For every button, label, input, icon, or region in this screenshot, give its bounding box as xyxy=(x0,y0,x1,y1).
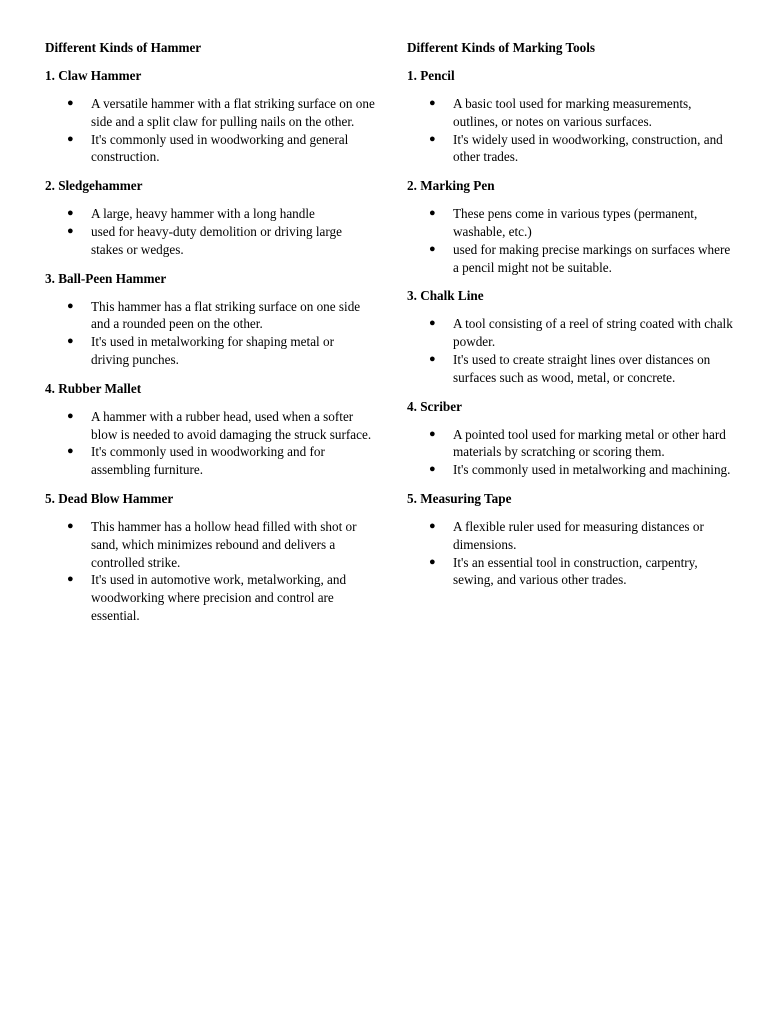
list-item-text: A hammer with a rubber head, used when a softer blow is needed to avoid damaging the struck surface. xyxy=(91,408,372,442)
list-item-text: This hammer has a hollow head filled with shot or sand, which minimizes rebound and delivers a controlled strike. xyxy=(91,518,357,570)
bullet-list xyxy=(407,95,737,166)
bullet-list xyxy=(45,408,375,479)
bullet-icon: ● xyxy=(67,132,74,145)
list-item xyxy=(407,241,737,277)
list-item-text: used for making precise markings on surfaces where a pencil might not be suitable. xyxy=(453,241,731,275)
column-title: Different Kinds of Hammer xyxy=(45,40,202,55)
bullet-icon: ● xyxy=(67,299,74,312)
list-item xyxy=(407,426,737,462)
list-item-text: This hammer has a flat striking surface on one side and a rounded peen on the other. xyxy=(91,298,361,332)
list-item xyxy=(45,571,375,624)
list-item xyxy=(45,298,375,334)
section-heading: 3. Chalk Line xyxy=(407,288,484,304)
list-item-text: These pens come in various types (permanent, washable, etc.) xyxy=(453,206,698,239)
bullet-list xyxy=(45,95,375,166)
list-item xyxy=(407,131,737,167)
bullet-icon: ● xyxy=(429,97,436,109)
bullet-icon: ● xyxy=(429,132,436,145)
bullet-icon: ● xyxy=(429,463,436,476)
section-heading: 1. Pencil xyxy=(407,68,455,83)
list-item-text: It's used in metalworking for shaping metal or driving punches. xyxy=(91,334,334,367)
list-item xyxy=(407,461,737,479)
list-item-text: A flexible ruler used for measuring distances or dimensions. xyxy=(453,518,704,552)
list-item-text: A basic tool used for marking measurements, outlines, or notes on various surfaces. xyxy=(453,96,692,129)
bullet-list xyxy=(407,518,737,589)
list-item-text: It's an essential tool in construction, carpentry, sewing, and various other trades. xyxy=(453,554,698,588)
bullet-icon: ● xyxy=(67,409,74,422)
section-heading: 4. Scriber xyxy=(407,398,462,414)
list-item xyxy=(45,131,375,167)
bullet-icon: ● xyxy=(67,445,74,458)
list-item xyxy=(45,223,375,259)
list-item xyxy=(407,518,737,554)
marking-tools-column xyxy=(407,39,737,600)
list-item-text: used for heavy-duty demolition or driving large stakes or wedges. xyxy=(91,223,342,257)
list-item xyxy=(45,443,375,479)
list-item xyxy=(407,95,737,131)
bullet-icon: ● xyxy=(429,317,436,330)
section-heading: 4. Rubber Mallet xyxy=(45,380,142,396)
list-item xyxy=(407,554,737,590)
bullet-icon: ● xyxy=(67,519,74,532)
list-item xyxy=(45,518,375,571)
section-heading: 1. Claw Hammer xyxy=(45,68,142,83)
list-item xyxy=(45,408,375,444)
bullet-icon: ● xyxy=(67,97,74,109)
column-title: Different Kinds of Marking Tools xyxy=(407,40,596,55)
bullet-icon: ● xyxy=(67,335,74,348)
bullet-list xyxy=(45,205,375,258)
bullet-icon: ● xyxy=(429,519,436,532)
bullet-list xyxy=(45,518,375,625)
list-item-text: A versatile hammer with a flat striking surface on one side and a split claw for pulling nails on the other. xyxy=(91,96,375,129)
section-heading: 5. Measuring Tape xyxy=(407,490,512,506)
bullet-icon: ● xyxy=(429,427,436,440)
list-item-text: It's commonly used in woodworking and for assembling furniture. xyxy=(91,444,325,478)
list-item xyxy=(407,315,737,351)
bullet-list xyxy=(45,298,375,369)
bullet-icon: ● xyxy=(67,207,74,220)
bullet-list xyxy=(407,315,737,386)
list-item-text: It's used to create straight lines over distances on surfaces such as wood, metal, or concrete. xyxy=(453,351,711,385)
list-item-text: It's commonly used in metalworking and machining. xyxy=(453,462,731,478)
bullet-list xyxy=(407,426,737,479)
bullet-list xyxy=(407,205,737,276)
bullet-icon: ● xyxy=(67,573,74,586)
list-item-text: A pointed tool used for marking metal or other hard materials by scratching or scoring them. xyxy=(453,426,726,460)
list-item-text: It's commonly used in woodworking and general construction. xyxy=(91,131,349,165)
section-heading: 2. Marking Pen xyxy=(407,178,495,194)
bullet-icon: ● xyxy=(429,207,436,220)
list-item xyxy=(407,351,737,387)
bullet-icon: ● xyxy=(429,352,436,365)
bullet-icon: ● xyxy=(429,555,436,568)
list-item-text: A tool consisting of a reel of string coated with chalk powder. xyxy=(453,316,733,350)
list-item xyxy=(45,333,375,369)
section-heading: 3. Ball-Peen Hammer xyxy=(45,270,167,286)
list-item-text: A large, heavy hammer with a long handle xyxy=(91,206,315,222)
bullet-icon: ● xyxy=(67,224,74,237)
list-item xyxy=(407,205,737,241)
list-item-text: It's widely used in woodworking, construction, and other trades. xyxy=(453,131,723,165)
list-item xyxy=(45,95,375,131)
list-item-text: It's used in automotive work, metalworking, and woodworking where precision and control are essential. xyxy=(91,572,347,623)
bullet-icon: ● xyxy=(429,242,436,255)
section-heading: 5. Dead Blow Hammer xyxy=(45,490,174,506)
hammer-column xyxy=(45,39,375,636)
section-heading: 2. Sledgehammer xyxy=(45,178,143,194)
list-item xyxy=(45,205,375,223)
